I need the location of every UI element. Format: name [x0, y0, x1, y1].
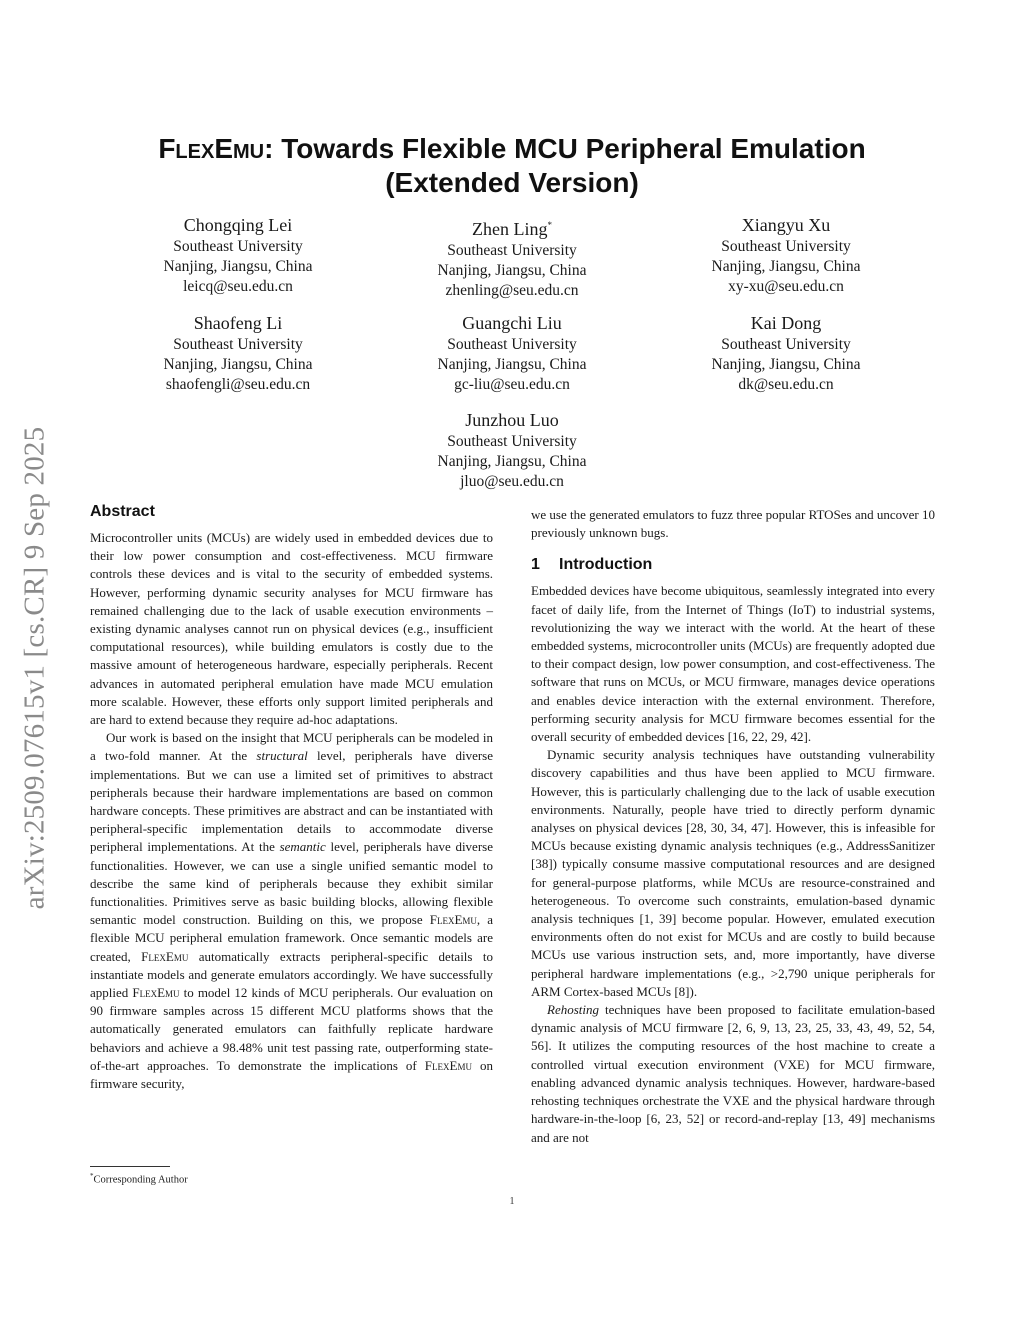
author-location: Nanjing, Jiangsu, China: [437, 262, 587, 279]
introduction-paragraph-3: [531, 1001, 935, 1147]
text-run: , a flexible MCU peripheral emulation framework. Once semantic models are created,: [90, 912, 493, 964]
author-location: Nanjing, Jiangsu, China: [437, 453, 587, 470]
abstract-heading: Abstract: [90, 503, 155, 520]
right-column: [531, 506, 935, 1147]
footnote-rule: [90, 1166, 170, 1167]
text-run: techniques have been proposed to facilitate emulation-based dynamic analysis of MCU firmware [2, 6, 9, 13, 23, 25, 33, 43, 49, 52, 54, 56]. It utilizes the computing resources of the host machine to create a controlled virtual execution environment (VXE) for MCU firmware, enabling advanced dynamic analysis techniques. However, hardware-based rehosting techniques orchestrate the VXE and the physical hardware through hardware-in-the-loop [6, 23, 52] or record-and-replay [13, 49] mechanisms and are not: [531, 1002, 935, 1145]
arxiv-sidebar: [0, 381, 70, 956]
author-affiliation: Southeast University: [447, 433, 577, 450]
text-run: level, peripherals have diverse functionalities. However, we can use a single unified semantic model to describe the same kind of peripherals because they exhibit similar functionalities. Primitives serve as basic building blocks, allowing flexible semantic model construction. Building on this, we propose: [90, 839, 493, 928]
author-name: Junzhou Luo: [465, 410, 559, 430]
author-block: [88, 214, 388, 297]
text-run: level, peripherals have diverse implementations. But we can use a limited set of primitives to abstract peripherals because their hardware implementations are based on common hardware concepts. These primitives are abstract and can be instantiated with peripheral-specific implementation details to accommodate diverse peripheral implementations. At the: [90, 748, 493, 855]
system-name: FlexEmu: [424, 1057, 472, 1073]
author-affiliation: Southeast University: [447, 336, 577, 353]
author-location: Nanjing, Jiangsu, China: [437, 356, 587, 373]
title-line-1-rest: : Towards Flexible MCU Peripheral Emulation: [264, 133, 866, 164]
author-block: [362, 214, 662, 301]
author-affiliation: Southeast University: [447, 242, 577, 259]
author-email: jluo@seu.edu.cn: [460, 473, 564, 490]
text-run: Our work is based on the insight that MCU peripherals can be modeled in a two-fold manner. At the: [90, 730, 493, 764]
author-block: [88, 312, 388, 395]
introduction-paragraph-1: Embedded devices have become ubiquitous, seamlessly integrated into every facet of daily life, from the Internet of Things (IoT) to industrial systems, revolutionizing the way we interact with the world. At the heart of these embedded systems, microcontroller units (MCUs) are frequently adopted due to their compact design, low power consumption, and cost-effectiveness. The software that runs on MCUs, or MCU firmware, manages device operations and enables device interaction with the external environment. Therefore, performing security analysis for MCU firmware becomes essential for the overall security of embedded devices [16, 22, 29, 42].: [531, 583, 935, 745]
author-email: dk@seu.edu.cn: [738, 376, 834, 393]
title-line-2: (Extended Version): [385, 167, 639, 198]
author-affiliation: Southeast University: [721, 336, 851, 353]
abstract-paragraph-2: [90, 729, 493, 1093]
author-name: Guangchi Liu: [462, 313, 562, 333]
author-email: xy-xu@seu.edu.cn: [728, 278, 844, 295]
author-name: Shaofeng Li: [193, 313, 283, 333]
footnote-text: Corresponding Author: [93, 1174, 188, 1186]
author-location: Nanjing, Jiangsu, China: [163, 356, 313, 373]
author-name: Chongqing Lei: [183, 215, 293, 235]
author-name: Kai Dong: [750, 313, 822, 333]
author-block: [636, 312, 936, 395]
author-name-text: Zhen Ling: [472, 219, 548, 239]
system-name: FlexEmu: [132, 985, 180, 1001]
introduction-heading: [531, 556, 935, 574]
emphasis: Rehosting: [547, 1002, 599, 1018]
author-name: [362, 214, 662, 240]
text-run: on firmware security,: [90, 1057, 493, 1092]
system-name: FlexEmu: [141, 948, 189, 964]
section-number: 1: [531, 556, 540, 574]
section-title: Introduction: [559, 556, 653, 574]
arxiv-identifier: arXiv:2509.07615v1 [cs.CR] 9 Sep 2025: [18, 426, 51, 910]
introduction-paragraph-2: Dynamic security analysis techniques have outstanding vulnerability discovery capabilities and thus have been applied to MCU firmware. However, this is particularly challenging due to the lack of usable execution environments. Naturally, people have tried to directly perform dynamic analyses on physical devices [28, 30, 34, 47]. However, this is infeasible for MCUs because existing dynamic analysis techniques (e.g., AddressSanitizer [38]) typically consume massive computational resources and are designed for general-purpose platforms, while MCUs are resource-constrained and heterogeneous. To overcome such constraints, emulation-based dynamic analysis techniques [1, 39] become popular. However, emulated execution environments often do not exist for MCUs and are costly to build because MCUs use various instruction sets, and, more importantly, have diverse peripheral hardware implementations (e.g., >2,790 unique peripherals for ARM Cortex-based MCUs [8]).: [531, 747, 935, 999]
author-affiliation: Southeast University: [173, 238, 303, 255]
author-location: Nanjing, Jiangsu, China: [711, 258, 861, 275]
author-block: [362, 312, 662, 395]
author-location: Nanjing, Jiangsu, China: [163, 258, 313, 275]
author-location: Nanjing, Jiangsu, China: [711, 356, 861, 373]
footnote-mark: *: [90, 1172, 94, 1180]
emphasis: semantic: [279, 839, 326, 855]
left-column: [90, 503, 493, 1093]
corresponding-author-mark: *: [547, 220, 552, 230]
title-line-1: [90, 132, 934, 166]
author-block: [636, 214, 936, 297]
author-email: shaofengli@seu.edu.cn: [165, 376, 311, 393]
paper-title: [90, 132, 934, 200]
author-block: [362, 409, 662, 492]
footnote: [90, 1172, 188, 1186]
author-affiliation: Southeast University: [721, 238, 851, 255]
author-email: leicq@seu.edu.cn: [183, 278, 293, 295]
author-email: gc-liu@seu.edu.cn: [454, 376, 570, 393]
abstract-paragraph-1: Microcontroller units (MCUs) are widely used in embedded devices due to their low power consumption and cost-effectiveness. MCU firmware controls these devices and is vital to the security of embedded systems. However, performing dynamic security analyses for MCU firmware has remained challenging due to the lack of usable execution environments – existing dynamic analyses cannot run on physical devices (e.g., insufficient computational resources), while building emulators is costly due to the massive amount of heterogeneous hardware, especially peripherals. Recent advances in automated peripheral emulation have made MCU emulation more scalable. However, these efforts only support limited peripherals and are hard to extend because they require ad-hoc adaptations.: [90, 530, 493, 728]
title-system-name: FlexEmu: [158, 133, 265, 164]
text-run: to model 12 kinds of MCU peripherals. Our evaluation on 90 firmware samples across 15 different MCU platforms shows that the automatically generated emulators can faithfully replicate hardware behaviors and achieve a 98.48% unit test passing rate, outperforming state-of-the-art approaches. To demonstrate the implications of: [90, 985, 493, 1073]
author-email: zhenling@seu.edu.cn: [445, 282, 579, 299]
system-name: FlexEmu: [429, 912, 477, 928]
text-run: automatically extracts peripheral-specific details to instantiate models and generate emulators accordingly. We have successfully applied: [90, 948, 493, 1001]
emphasis: structural: [256, 748, 308, 764]
abstract-paragraph-2-continued: we use the generated emulators to fuzz three popular RTOSes and uncover 10 previously unknown bugs.: [531, 507, 936, 541]
author-name: Xiangyu Xu: [741, 215, 831, 235]
page-number: 1: [509, 1196, 515, 1207]
author-affiliation: Southeast University: [173, 336, 303, 353]
